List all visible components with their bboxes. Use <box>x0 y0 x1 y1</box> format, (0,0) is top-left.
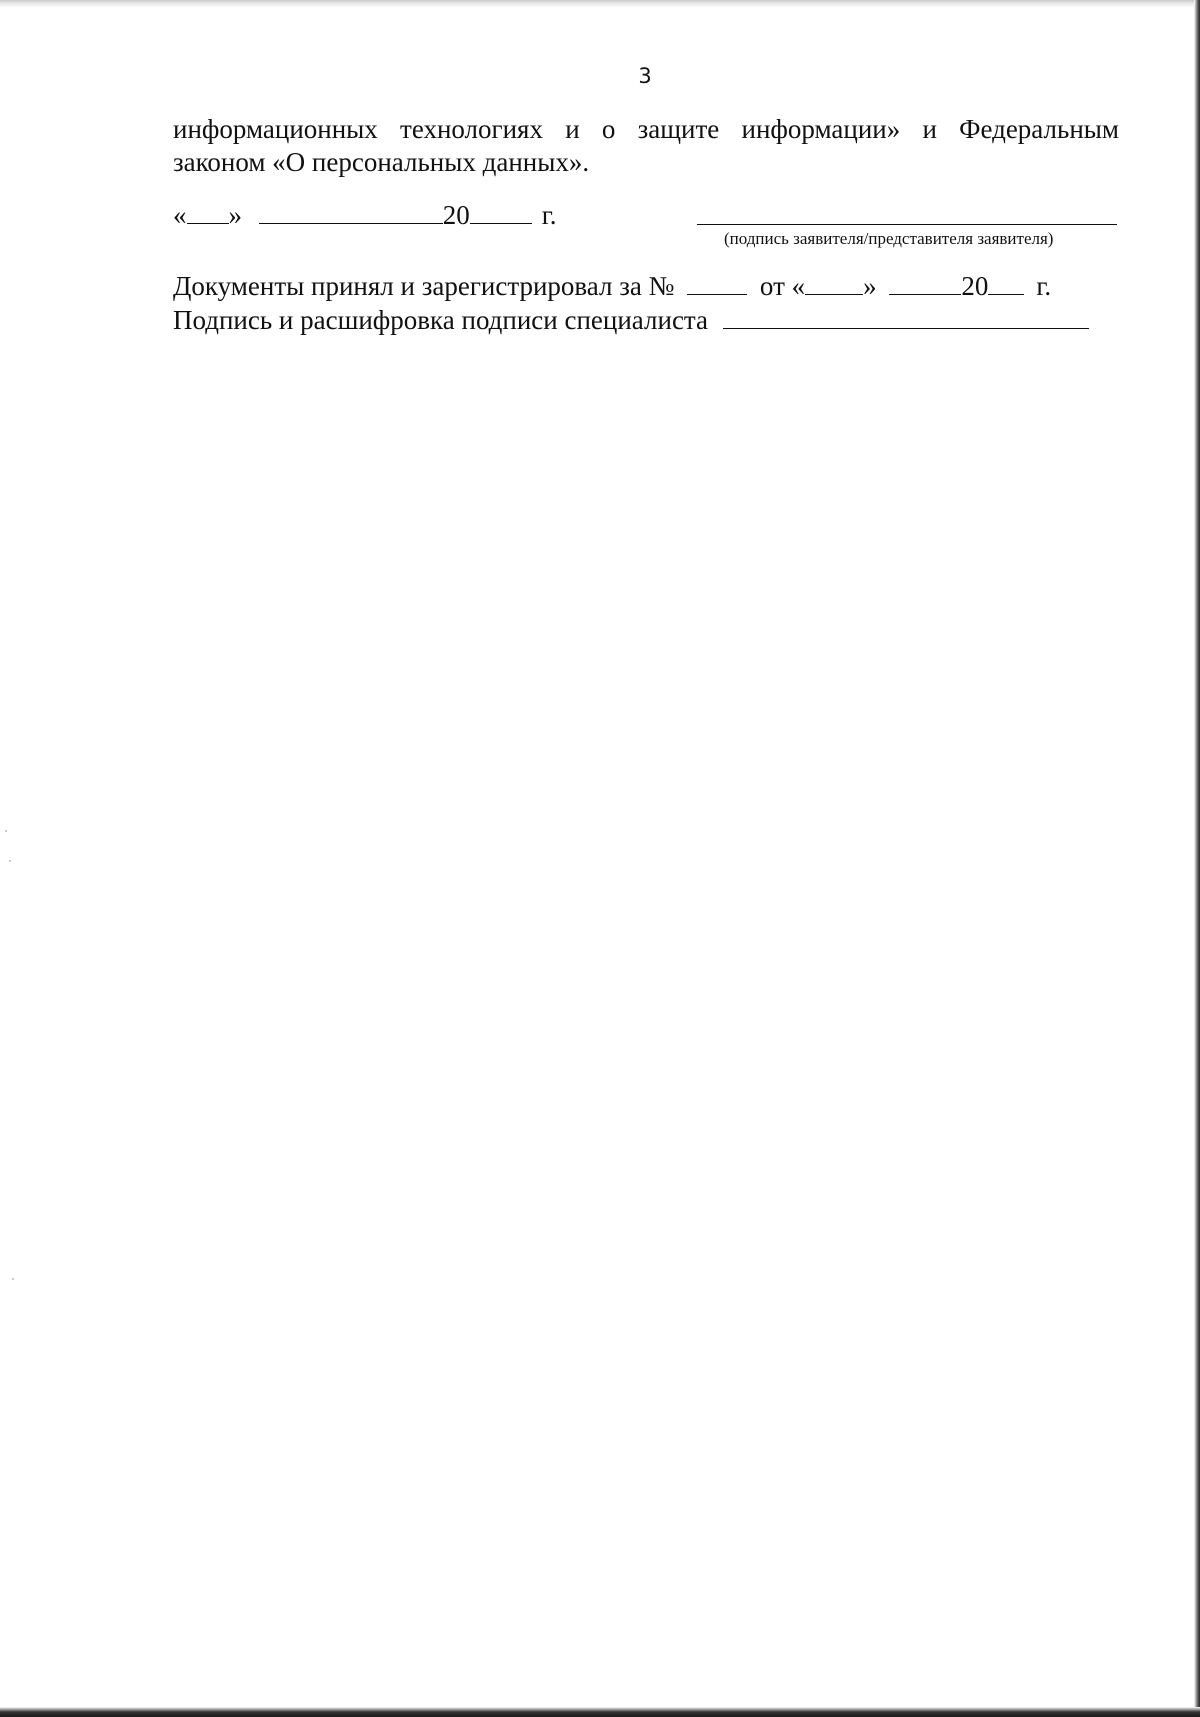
specialist-signature-line <box>173 305 1089 336</box>
date-year-prefix: 20 <box>442 200 470 230</box>
applicant-date-line <box>173 200 557 231</box>
registration-day-field[interactable] <box>805 274 863 295</box>
scan-edge-right <box>1194 0 1200 1717</box>
year-blank-field[interactable] <box>470 203 532 224</box>
month-blank-field[interactable] <box>259 203 443 224</box>
scan-edge-bottom <box>0 1707 1200 1717</box>
registration-close-quote: » <box>863 271 877 301</box>
registration-line <box>173 271 1051 302</box>
registration-number-field[interactable] <box>687 274 747 295</box>
registration-from: от « <box>759 271 806 301</box>
registration-year-field[interactable] <box>988 274 1024 295</box>
scan-speck <box>5 830 7 832</box>
registration-month-field[interactable] <box>889 274 961 295</box>
registration-year-suffix: г. <box>1036 271 1052 301</box>
registration-year-prefix: 20 <box>961 271 989 301</box>
date-year-suffix: г. <box>541 200 557 230</box>
day-blank-field[interactable] <box>187 203 229 224</box>
page-number: 3 <box>638 64 652 88</box>
applicant-signature-field[interactable] <box>697 224 1117 225</box>
paragraph-line-1: информационных технологиях и о защите информации» и Федеральным <box>173 114 1119 144</box>
paragraph-line-2: законом «О персональных данных». <box>173 147 590 177</box>
registration-text: Документы принял и зарегистрировал за № <box>173 271 675 301</box>
scan-speck <box>12 1278 14 1280</box>
specialist-signature-field[interactable] <box>723 308 1089 329</box>
signature-caption: (подпись заявителя/представителя заявителя) <box>724 229 1054 248</box>
consent-paragraph <box>173 113 1119 179</box>
specialist-signature-label: Подпись и расшифровка подписи специалиста <box>173 305 709 335</box>
date-open-quote: « <box>173 200 187 230</box>
scan-edge-top <box>0 0 1200 8</box>
scan-speck <box>9 860 11 862</box>
date-close-quote: » <box>228 200 242 230</box>
